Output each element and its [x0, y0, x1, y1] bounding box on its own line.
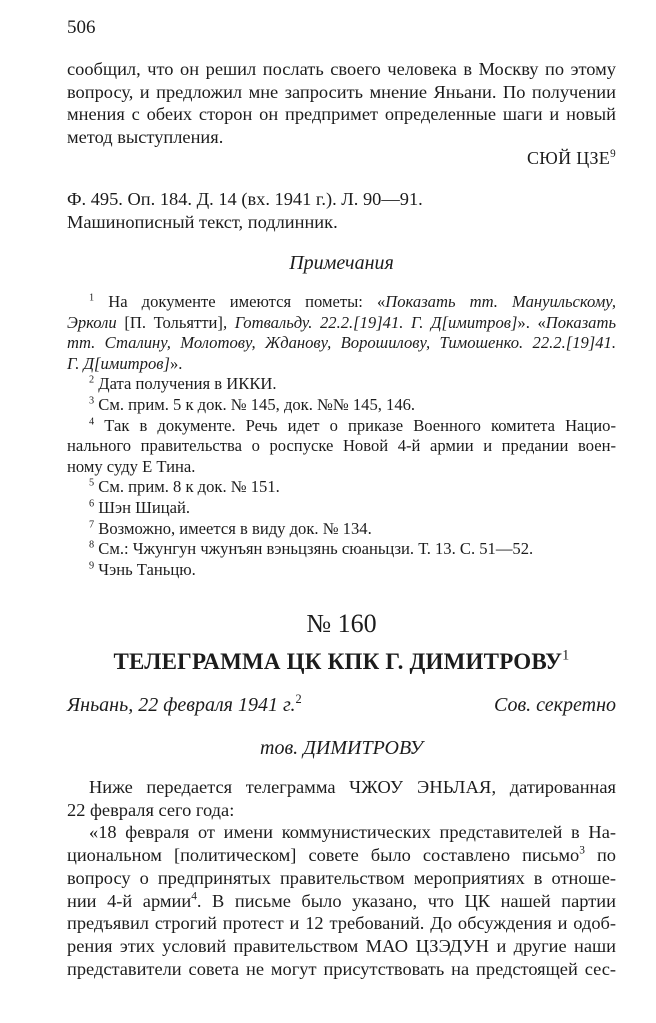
addressee: тов. ДИМИТРОВУ — [260, 737, 423, 759]
note-4-line: нального правительства о роспуске Новой 4-й армии и предании воен- — [67, 436, 616, 456]
note-number: 3 — [89, 395, 95, 407]
text: циональном [политическом] совете было составлено письмо — [67, 845, 580, 866]
note-text: На документе имеются пометы: « — [108, 292, 386, 311]
document-title — [67, 649, 616, 675]
text: ЧЖОУ ЭНЬЛАЯ — [349, 777, 492, 797]
text-line — [67, 844, 616, 867]
footnote-ref: 3 — [579, 844, 585, 857]
note-5 — [67, 477, 616, 498]
note-text: См.: Чжунгун чжунъян вэньцзянь сюаньцзи. Т. 13. С. 51—52. — [98, 539, 534, 559]
note-number: 7 — [89, 518, 95, 530]
footnote-ref: 2 — [295, 691, 302, 706]
text: , датированная — [491, 777, 617, 797]
date-line — [67, 691, 616, 717]
text-line: 22 февраля сего года: — [67, 799, 235, 820]
text-line: вопросу о предпринятых правительством мероприятиях в отноше- — [67, 867, 616, 888]
note-9 — [67, 560, 616, 581]
text: МАО ЦЗЭДУН — [365, 935, 490, 956]
note-text: Так в документе. Речь идет о приказе Военного комитета Нацио- — [104, 415, 616, 435]
text-line: сообщил, что он решил послать своего человека в Москву по этому — [67, 59, 616, 79]
text: . В письме было указано, что ЦК нашей партии — [196, 890, 616, 911]
note-7 — [67, 519, 616, 540]
text: Ниже передается телеграмма — [89, 777, 350, 797]
note-text: См. прим. 8 к док. № 151. — [98, 477, 280, 497]
text-line: метод выступления. — [67, 127, 224, 148]
notes-list — [67, 292, 616, 580]
note-number: 8 — [89, 539, 95, 551]
place-date-text: Яньань, 22 февраля 1941 г. — [67, 694, 296, 716]
note-text: Показать тт. Мануильскому, — [385, 292, 616, 311]
text: нии 4-й армии — [67, 890, 192, 911]
text-line: «18 февраля от имени коммунистических представителей в На- — [89, 822, 616, 843]
note-text: См. прим. 5 к док. № 145, док. №№ 145, 146. — [98, 394, 416, 414]
note-number: 1 — [89, 292, 95, 304]
document-number: № 160 — [306, 609, 377, 638]
note-1-line — [67, 354, 616, 375]
top-paragraph — [67, 58, 616, 149]
text-line — [67, 776, 616, 799]
archival-source — [67, 188, 423, 234]
note-number: 5 — [89, 477, 95, 489]
source-line: Ф. 495. Оп. 184. Д. 14 (вх. 1941 г.). Л. 90—91. — [67, 189, 423, 209]
note-text: Эрколи — [67, 312, 117, 332]
note-text: ». « — [517, 312, 546, 332]
note-3 — [67, 395, 616, 416]
place-date — [67, 691, 302, 717]
note-4-line: ному суду Е Тина. — [67, 456, 196, 476]
source-line: Машинописный текст, подлинник. — [67, 212, 338, 232]
page-number: 506 — [67, 17, 96, 38]
note-number: 2 — [89, 374, 95, 386]
note-1 — [67, 292, 616, 313]
notes-heading: Примечания — [289, 252, 394, 274]
footnote-ref: 4 — [191, 890, 197, 903]
text-line — [67, 890, 616, 913]
note-1-line — [67, 313, 616, 334]
telegram-body — [67, 776, 616, 980]
text: по — [584, 845, 616, 866]
text-line: вопросу, и предложил мне запросить мнение Яньани. По получении — [67, 81, 616, 102]
note-text: тт. Сталину, Молотову, Жданову, Ворошилову, Тимошенко. 22.2.[19]41. — [67, 333, 616, 353]
note-text: ». — [169, 353, 183, 373]
classification: Сов. секретно — [494, 694, 616, 716]
note-text: Чэнь Таньцю. — [98, 559, 196, 579]
signature — [527, 148, 616, 169]
note-text: Показать — [545, 312, 617, 332]
note-text: Возможно, имеется в виду док. № 134. — [98, 518, 372, 538]
note-number: 9 — [89, 560, 95, 572]
title-text: ТЕЛЕГРАММА ЦК КПК Г. ДИМИТРОВУ — [113, 649, 563, 674]
note-2 — [67, 374, 616, 395]
note-text: Г. Д[имитров] — [67, 353, 170, 373]
note-text: , Готвальду. 22.2.[19]41. Г. Д[имитров] — [222, 312, 518, 332]
note-4 — [67, 416, 616, 437]
note-text: Дата получения в ИККИ. — [98, 374, 277, 394]
text: и другие наши — [489, 935, 616, 956]
note-text: [П. Тольятти] — [116, 312, 223, 332]
note-1-line — [67, 333, 616, 354]
footnote-ref: 1 — [562, 647, 570, 664]
signature-name: СЮЙ ЦЗЕ — [526, 148, 611, 168]
text-line: представители совета не могут присутствовать на предстоящей сес- — [67, 958, 616, 979]
note-number: 6 — [89, 498, 95, 510]
text-line: мнения с обеих сторон он предпримет определенные шаги и новый — [67, 104, 616, 125]
note-number: 4 — [89, 415, 95, 427]
note-8 — [67, 539, 616, 560]
note-text: Шэн Шицай. — [98, 497, 191, 517]
text-line — [67, 935, 616, 958]
text-line: предъявил строгий протест и 12 требований. До обсуждения и одоб- — [67, 913, 616, 934]
footnote-ref: 9 — [610, 147, 616, 160]
note-6 — [67, 498, 616, 519]
text: рения этих условий правительством — [67, 935, 366, 956]
